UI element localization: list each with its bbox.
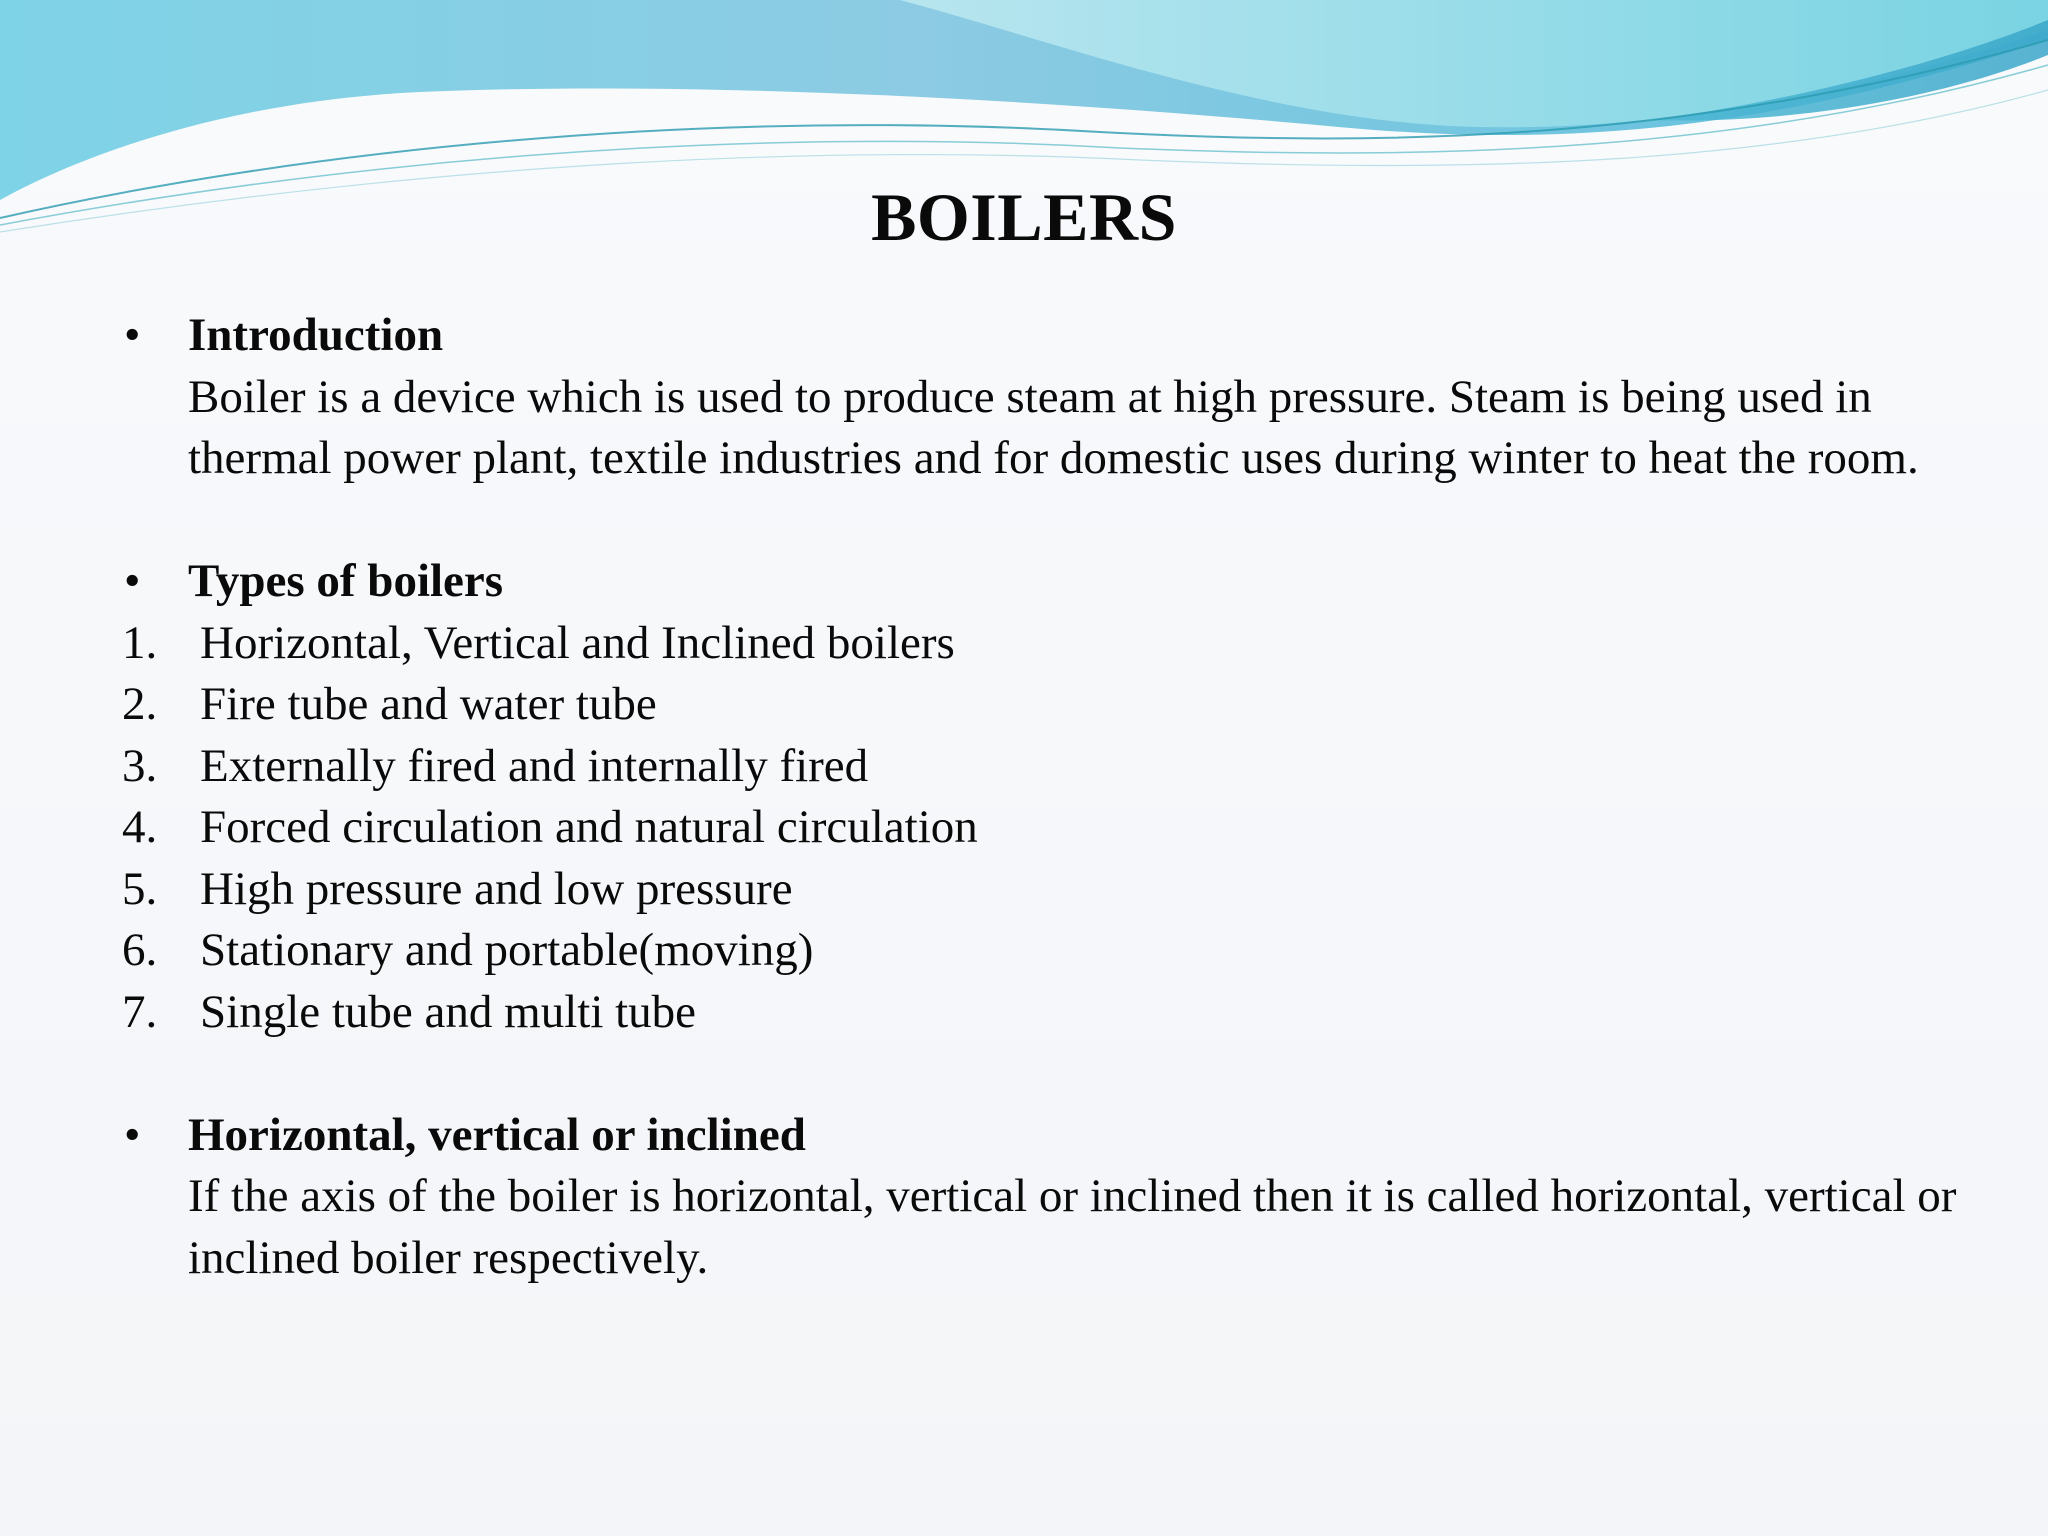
list-number: 7. [122,985,158,1038]
list-text: Single tube and multi tube [200,985,697,1038]
list-item [122,982,1982,1044]
list-text: Externally fired and internally fired [200,739,869,792]
list-number: 5. [122,862,158,915]
spacer [122,490,1982,552]
list-item [122,674,1982,736]
list-number: 6. [122,924,158,976]
section-heading: Types of boilers [188,555,504,607]
section-body: If the axis of the boiler is horizontal, vertical or inclined then it is called horizontal, vertical or inclined boiler respectively. [188,1170,1957,1284]
bullet-row [122,305,1982,490]
section-types [122,551,1982,1043]
section-orientation [122,1105,1982,1290]
bullet-icon: • [124,309,141,361]
list-item [122,736,1982,798]
section-heading: Introduction [188,309,444,361]
bullet-icon: • [124,1108,141,1161]
bullet-icon: • [124,555,141,607]
section-heading: Horizontal, vertical or inclined [188,1108,806,1161]
list-item [122,859,1982,921]
slide-title: BOILERS [871,179,1177,255]
list-text: Stationary and portable(moving) [200,924,814,976]
spacer [122,1043,1982,1105]
list-item [122,920,1982,982]
list-text: Forced circulation and natural circulation [200,801,978,853]
list-number: 2. [122,678,158,730]
list-item [122,613,1982,675]
list-number: 3. [122,739,158,792]
list-text: High pressure and low pressure [200,862,793,915]
list-text: Fire tube and water tube [200,678,657,730]
bullet-row [122,1105,1982,1290]
list-item [122,797,1982,859]
bullet-row [122,551,1982,613]
list-number: 4. [122,801,158,853]
section-body: Boiler is a device which is used to produce steam at high pressure. Steam is being used in thermal power plant, textile industries and for domestic uses during winter to heat the room. [188,370,1919,484]
list-number: 1. [122,616,158,669]
slide-content [122,305,1982,1289]
list-text: Horizontal, Vertical and Inclined boilers [200,616,955,669]
section-introduction [122,305,1982,490]
